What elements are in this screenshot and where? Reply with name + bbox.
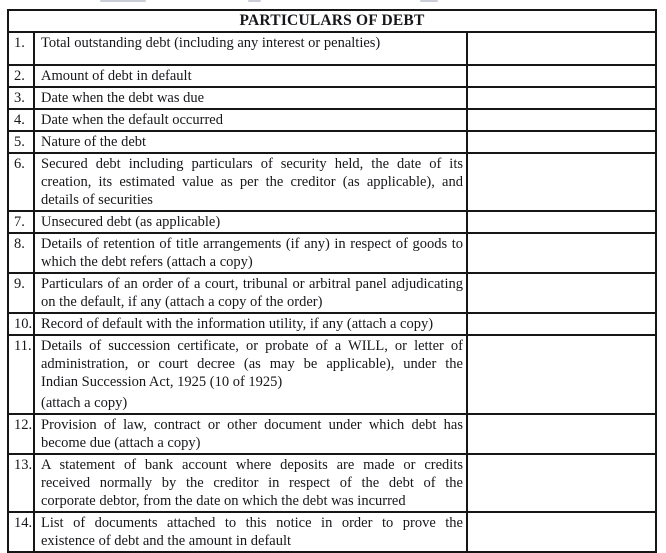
- particulars-cell: [34, 109, 467, 131]
- table-row: [8, 153, 656, 211]
- value-cell-blank: [467, 414, 656, 454]
- particulars-paragraph: [41, 456, 463, 510]
- particulars-text-line: details of securities: [41, 192, 153, 208]
- particulars-text-line: Record of default with the information utility, if any (attach a copy): [41, 316, 434, 332]
- serial-number-cell: 5.: [8, 131, 34, 153]
- serial-number-cell: 7.: [8, 211, 34, 233]
- serial-number-cell: 14.: [8, 512, 34, 552]
- particulars-paragraph: [41, 213, 463, 231]
- particulars-paragraph: [41, 155, 463, 209]
- value-cell-blank: [467, 512, 656, 552]
- serial-number-cell: 4.: [8, 109, 34, 131]
- value-cell-blank: [467, 335, 656, 414]
- value-cell-blank: [467, 211, 656, 233]
- particulars-text-line: Nature of the debt: [41, 134, 147, 150]
- particulars-of-debt-table: [7, 9, 657, 553]
- particulars-text-line: List of documents attached to this notice in order to prove the: [41, 515, 463, 531]
- particulars-cell: [34, 65, 467, 87]
- value-cell-blank: [467, 131, 656, 153]
- serial-number-cell: 6.: [8, 153, 34, 211]
- particulars-text-line: Details of retention of title arrangements (if any) in respect of goods to: [41, 236, 463, 252]
- particulars-text-line: which the debt refers (attach a copy): [41, 254, 253, 270]
- particulars-paragraph: [41, 416, 463, 452]
- particulars-paragraph: [41, 315, 463, 333]
- value-cell-blank: [467, 233, 656, 273]
- particulars-text-line: Total outstanding debt (including any interest or penalties): [41, 35, 381, 51]
- particulars-cell: [34, 87, 467, 109]
- particulars-cell: [34, 233, 467, 273]
- table-header-row: [8, 10, 656, 32]
- particulars-text-line: Unsecured debt (as applicable): [41, 214, 221, 230]
- serial-number-cell: 8.: [8, 233, 34, 273]
- table-row: [8, 414, 656, 454]
- serial-number-cell: 9.: [8, 273, 34, 313]
- particulars-cell: [34, 131, 467, 153]
- value-cell-blank: [467, 153, 656, 211]
- particulars-cell: [34, 153, 467, 211]
- particulars-text-line: Details of succession certificate, or probate of a WILL, or letter of: [41, 338, 463, 354]
- table-row: [8, 273, 656, 313]
- particulars-paragraph: [41, 34, 463, 52]
- particulars-text-line: received normally by the creditor in respect of the debt of the: [41, 475, 463, 491]
- table-title: PARTICULARS OF DEBT: [8, 10, 656, 32]
- particulars-text-line: administration, or court decree (as may be applicable), under the: [41, 356, 463, 372]
- particulars-text-line: Secured debt including particulars of security held, the date of its: [41, 156, 463, 172]
- particulars-paragraph: [41, 89, 463, 107]
- scan-artifact: [100, 0, 146, 2]
- particulars-text-line: on the default, if any (attach a copy of the order): [41, 294, 323, 310]
- table-row: [8, 32, 656, 65]
- table-row: [8, 512, 656, 552]
- particulars-text-line: A statement of bank account where deposits are made or credits: [41, 457, 463, 473]
- serial-number-cell: 2.: [8, 65, 34, 87]
- value-cell-blank: [467, 313, 656, 335]
- particulars-text-line: Date when the default occurred: [41, 112, 223, 128]
- particulars-paragraph: [41, 337, 463, 391]
- particulars-cell: [34, 512, 467, 552]
- particulars-cell: [34, 211, 467, 233]
- particulars-paragraph: [41, 133, 463, 151]
- value-cell-blank: [467, 87, 656, 109]
- particulars-text-line: existence of debt and the amount in default: [41, 533, 292, 549]
- particulars-cell: [34, 335, 467, 414]
- particulars-cell: [34, 313, 467, 335]
- particulars-cell: [34, 454, 467, 512]
- serial-number-cell: 12.: [8, 414, 34, 454]
- particulars-text-line: (attach a copy): [41, 395, 128, 411]
- particulars-text-line: Date when the debt was due: [41, 90, 205, 106]
- value-cell-blank: [467, 32, 656, 65]
- value-cell-blank: [467, 65, 656, 87]
- particulars-paragraph: [41, 514, 463, 550]
- value-cell-blank: [467, 273, 656, 313]
- scan-artifact: [420, 0, 438, 2]
- table-row: [8, 87, 656, 109]
- particulars-cell: [34, 414, 467, 454]
- particulars-text-line: Provision of law, contract or other document under which debt has: [41, 417, 463, 433]
- debt-table-body: [8, 32, 656, 552]
- table-row: [8, 131, 656, 153]
- serial-number-cell: 10.: [8, 313, 34, 335]
- table-row: [8, 233, 656, 273]
- serial-number-cell: 3.: [8, 87, 34, 109]
- particulars-text-line: become due (attach a copy): [41, 435, 201, 451]
- particulars-paragraph: [41, 275, 463, 311]
- particulars-paragraph: [41, 394, 463, 412]
- particulars-paragraph: [41, 235, 463, 271]
- serial-number-cell: 11.: [8, 335, 34, 414]
- table-row: [8, 211, 656, 233]
- particulars-text-line: Particulars of an order of a court, tribunal or arbitral panel adjudicating: [41, 276, 463, 292]
- serial-number-cell: 1.: [8, 32, 34, 65]
- particulars-cell: [34, 32, 467, 65]
- table-row: [8, 454, 656, 512]
- value-cell-blank: [467, 454, 656, 512]
- particulars-paragraph: [41, 67, 463, 85]
- particulars-text-line: Indian Succession Act, 1925 (10 of 1925): [41, 374, 283, 390]
- table-row: [8, 65, 656, 87]
- table-row: [8, 335, 656, 414]
- value-cell-blank: [467, 109, 656, 131]
- particulars-text-line: creation, its estimated value as per the creditor (as applicable), and: [41, 174, 463, 190]
- particulars-text-line: corporate debtor, from the date on which the debt was incurred: [41, 493, 406, 509]
- particulars-paragraph: [41, 111, 463, 129]
- scan-artifact: [248, 0, 261, 2]
- table-row: [8, 109, 656, 131]
- table-row: [8, 313, 656, 335]
- serial-number-cell: 13.: [8, 454, 34, 512]
- particulars-cell: [34, 273, 467, 313]
- particulars-text-line: Amount of debt in default: [41, 68, 192, 84]
